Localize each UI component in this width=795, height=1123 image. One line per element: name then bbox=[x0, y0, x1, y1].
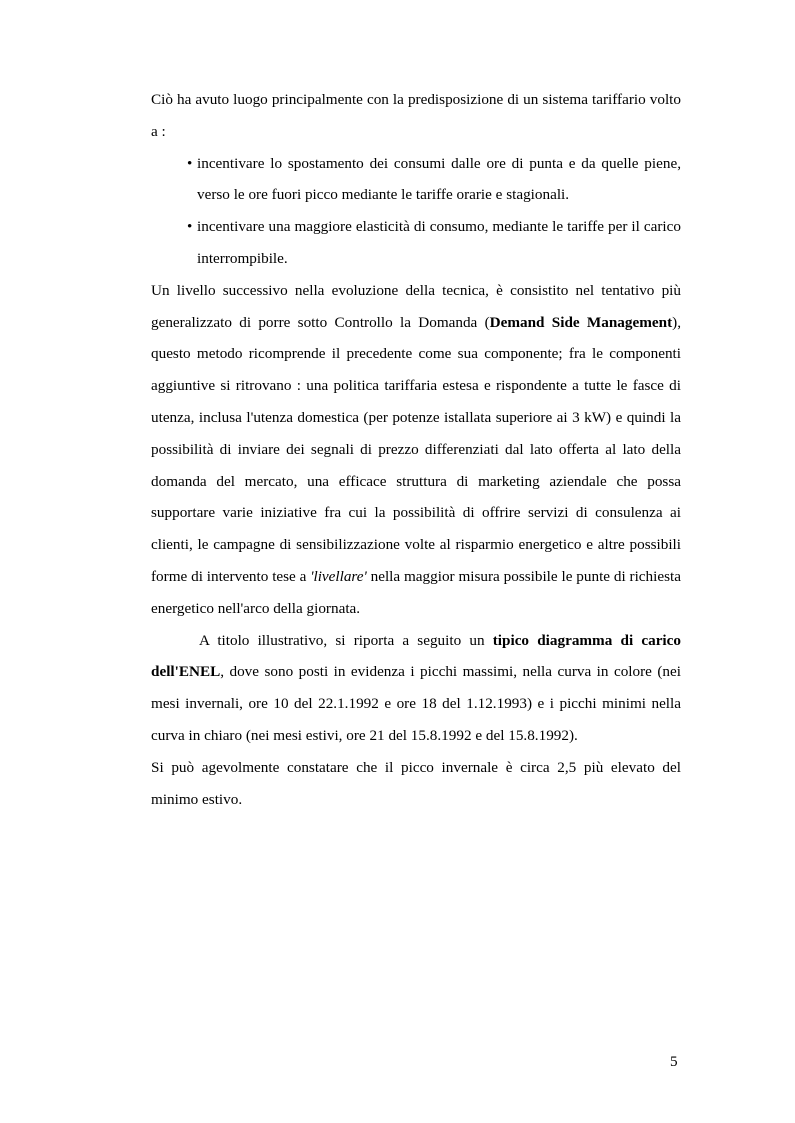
dsm-term: Demand Side Management bbox=[489, 313, 673, 331]
list-item bbox=[151, 211, 681, 275]
bullet-list bbox=[151, 148, 681, 275]
paragraph-diagram-text-1: A titolo illustrativo, si riporta a seguito un bbox=[199, 631, 493, 649]
body-text bbox=[151, 84, 681, 815]
bullet-text: incentivare una maggiore elasticità di consumo, mediante le tariffe per il carico interrompibile. bbox=[197, 218, 681, 267]
page-number: 5 bbox=[670, 1053, 678, 1070]
paragraph-dsm-text-1: Un livello successivo nella evoluzione della tecnica, è consistito nel tentativo più generalizzato di porre sotto Controllo la Domanda ( bbox=[151, 281, 681, 331]
bullet-icon: • bbox=[187, 218, 193, 236]
livellare-term: 'livellare' bbox=[310, 567, 367, 585]
list-item bbox=[151, 148, 681, 212]
paragraph-conclusion: Si può agevolmente constatare che il picco invernale è circa 2,5 più elevato del minimo estivo. bbox=[151, 758, 681, 808]
diagram-term: tipico diagramma di carico dell'ENEL bbox=[151, 631, 681, 681]
paragraph-intro: Ciò ha avuto luogo principalmente con la predisposizione di un sistema tariffario volto a : bbox=[151, 91, 681, 140]
paragraph-dsm-text-3: nella maggior misura possibile le punte di richiesta energetico nell'arco della giornata. bbox=[151, 567, 681, 617]
paragraph-diagram bbox=[151, 625, 681, 752]
bullet-icon: • bbox=[187, 154, 193, 172]
paragraph-diagram-text-2: , dove sono posti in evidenza i picchi massimi, nella curva in colore (nei mesi invernali, ore 10 del 22.1.1992 e ore 18 del 1.12.1993) e i picchi minimi nella curva in chiaro (nei mesi estivi, ore 21 del 15.8.1992 e del 15.8.1992). bbox=[151, 663, 681, 744]
paragraph-dsm-text-2: ), questo metodo ricomprende il precedente come sua componente; fra le componenti aggiuntive si ritrovano : una politica tariffaria estesa e rispondente a tutte le fasce di utenza, inclusa l'utenza domestica (per potenze istallata superiore ai 3 kW) e quindi la possibilità di inviare dei segnali di prezzo differenziati dal lato offerta al lato della domanda del mercato, una efficace struttura di marketing aziendale che possa supportare varie iniziative fra cui la possibilità di offrire servizi di consulenza ai clienti, le campagne di sensibilizzazione volte al risparmio energetico e altre possibili forme di intervento tese a bbox=[151, 313, 681, 585]
paragraph-dsm bbox=[151, 275, 681, 625]
bullet-text: incentivare lo spostamento dei consumi dalle ore di punta e da quelle piene, verso le ore fuori picco mediante le tariffe orarie e stagionali. bbox=[197, 154, 681, 204]
